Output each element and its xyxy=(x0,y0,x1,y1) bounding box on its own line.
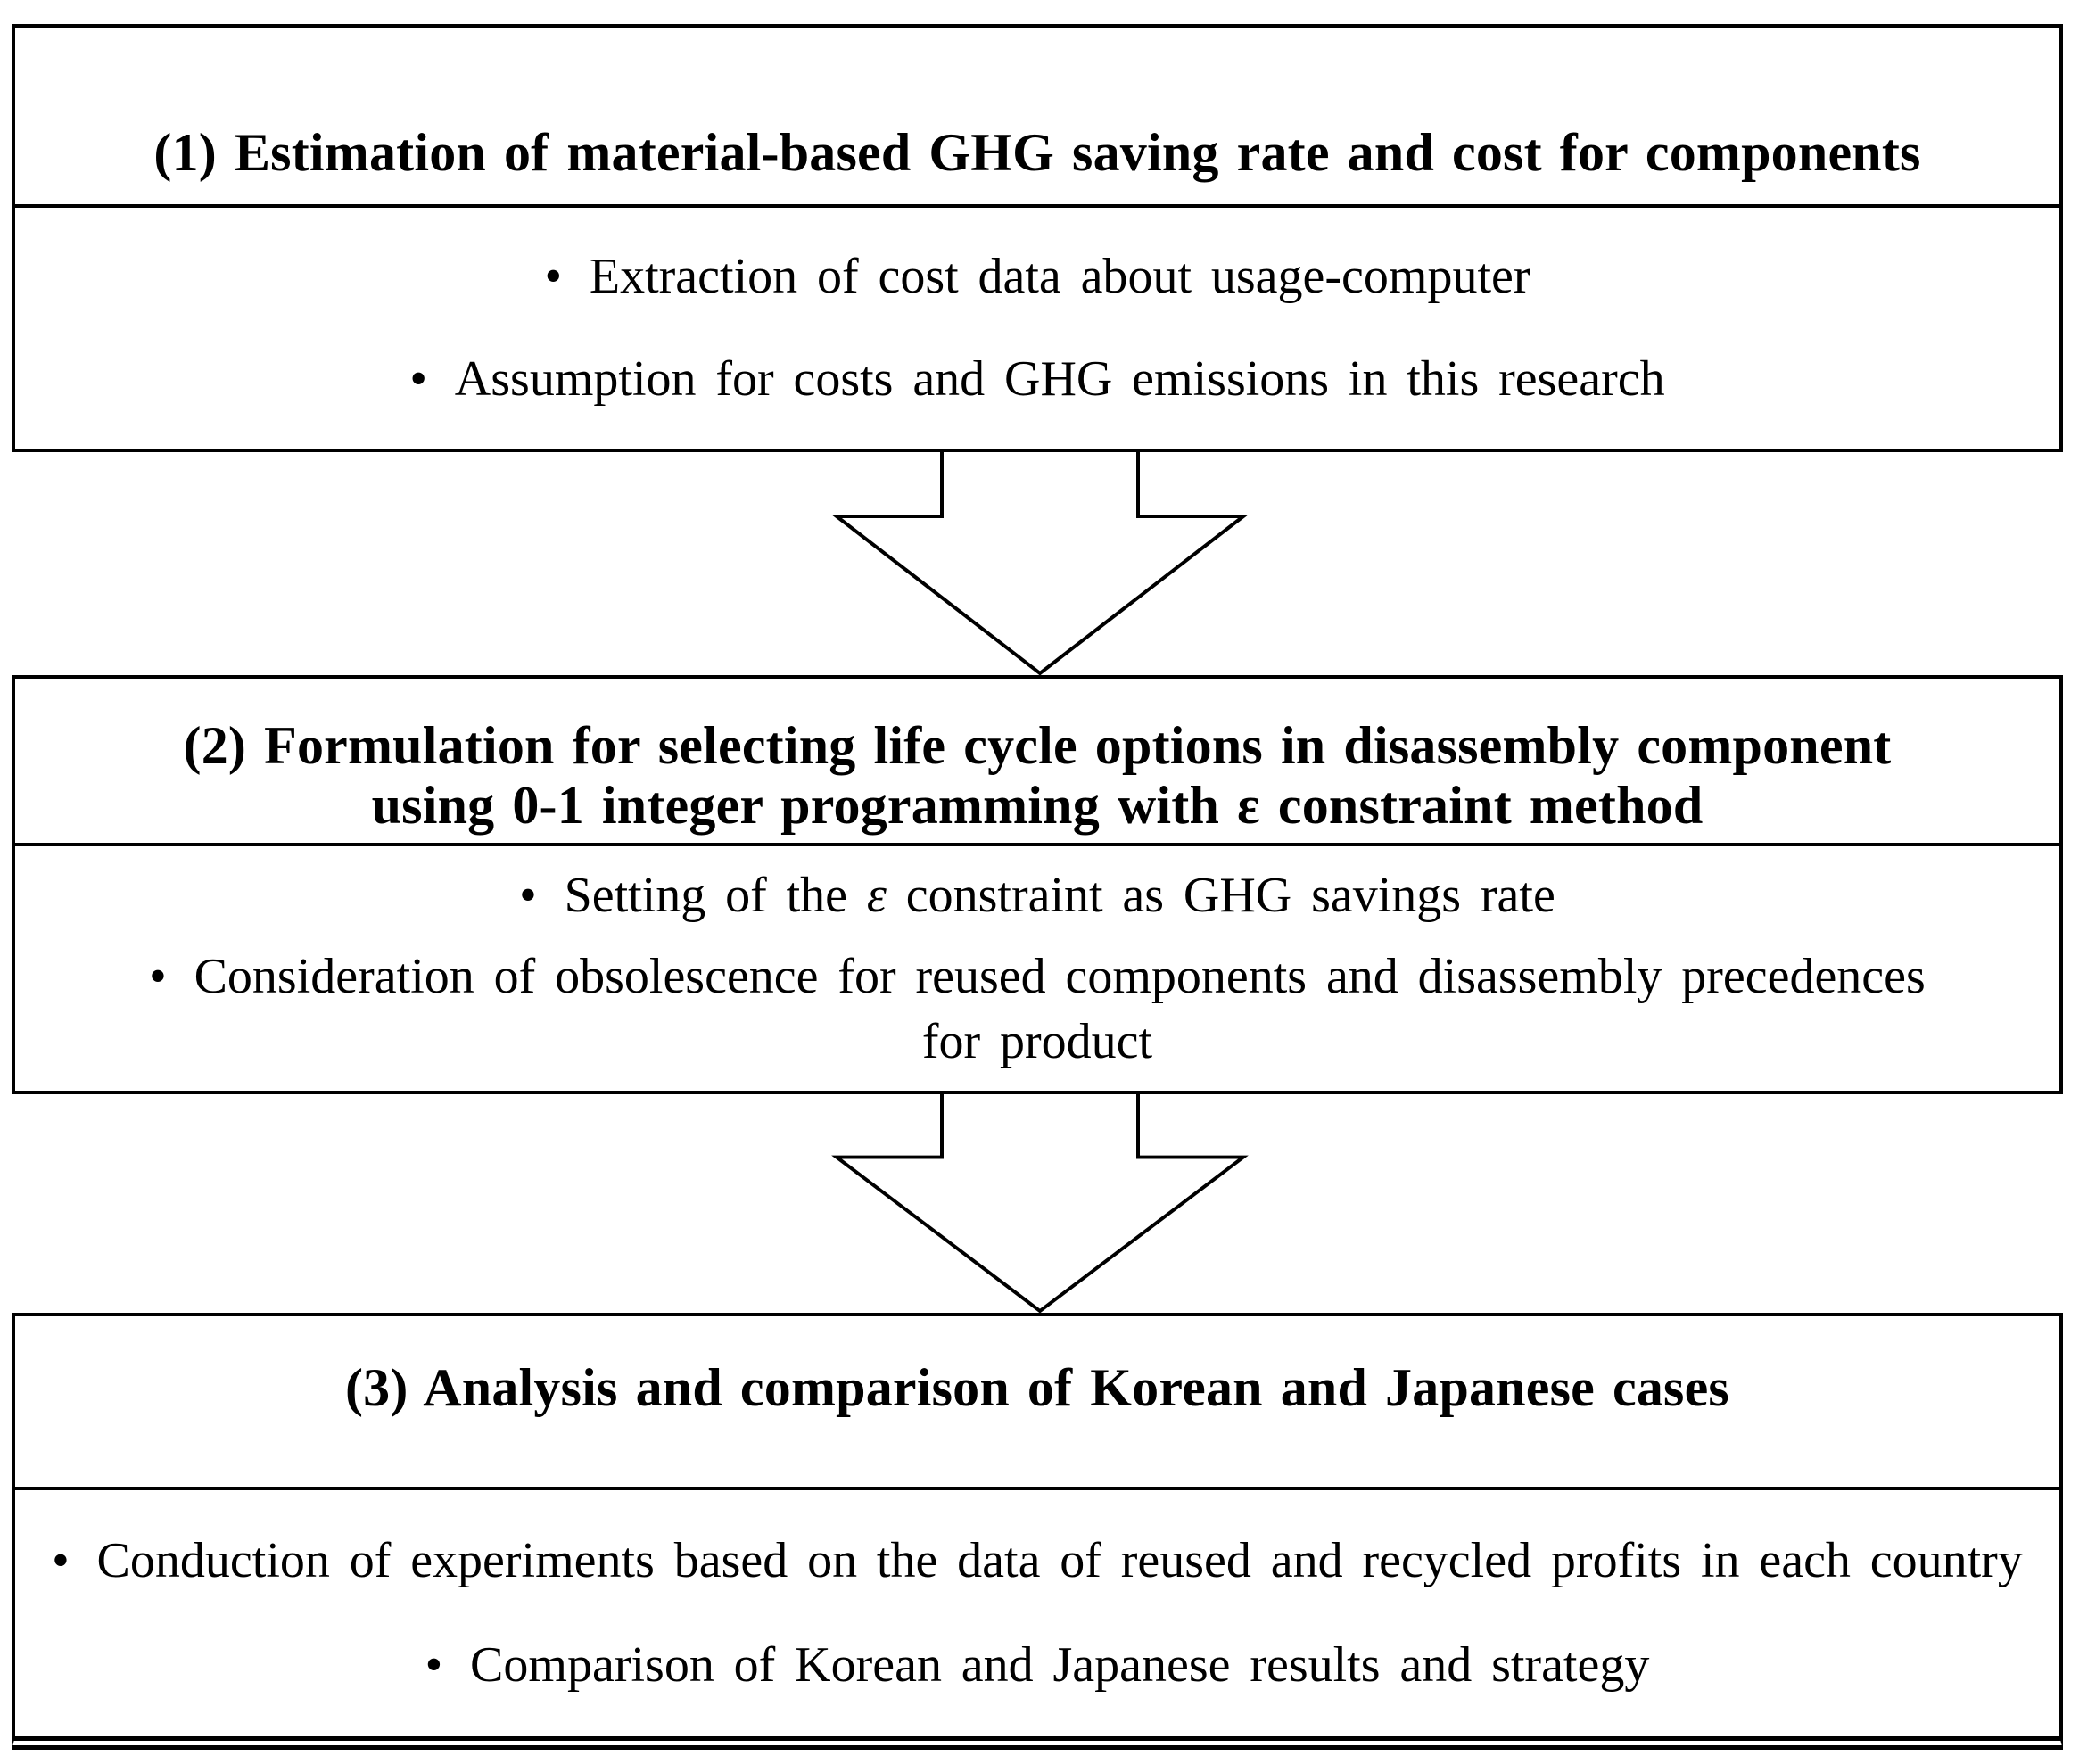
bullet-text: Consideration of obsolescence for reused components and disassembly precedences for product xyxy=(194,948,1926,1069)
epsilon-symbol: ε xyxy=(866,867,887,923)
step-2-box xyxy=(12,675,2063,1094)
list-item xyxy=(409,347,1664,412)
bullet-icon: • xyxy=(149,948,167,1004)
bullet-icon: • xyxy=(52,1533,70,1589)
down-arrow-shape xyxy=(837,1094,1243,1311)
bullet-text: Conduction of experiments based on the data of reused and recycled profits in each country xyxy=(96,1533,2023,1589)
step-2-title-row xyxy=(15,679,2059,846)
step-1-body xyxy=(15,208,2059,449)
step-2-title-line-1: (2) Formulation for selecting life cycle options in disassembly component xyxy=(183,715,1892,775)
step-2-body xyxy=(15,846,2059,1091)
step-3-box xyxy=(12,1313,2063,1750)
down-arrow-icon xyxy=(835,1094,1245,1313)
list-item xyxy=(425,1633,1650,1698)
list-item xyxy=(544,244,1530,309)
bullet-icon: • xyxy=(409,350,427,407)
step-1-box xyxy=(12,24,2063,452)
bullet-text-pre: Setting of the xyxy=(564,867,867,923)
flow-connector-2 xyxy=(0,1094,2079,1313)
bullet-text: Assumption for costs and GHG emissions in this research xyxy=(454,350,1665,407)
step-3-title: (3) Analysis and comparison of Korean and Japanese cases xyxy=(345,1357,1729,1417)
list-item xyxy=(519,863,1555,928)
step-1-title-row xyxy=(15,28,2059,208)
step-2-title-line-2: using 0-1 integer programming with ε constraint method xyxy=(371,775,1704,835)
bullet-text: Comparison of Korean and Japanese results and strategy xyxy=(470,1636,1650,1693)
list-item xyxy=(52,1529,2023,1594)
step-3-title-row xyxy=(15,1316,2059,1490)
step-1-title: (1) Estimation of material-based GHG saving rate and cost for components xyxy=(153,122,1921,182)
bullet-text: Extraction of cost data about usage-computer xyxy=(589,249,1530,305)
flow-connector-1 xyxy=(0,452,2079,675)
step-3-body xyxy=(15,1490,2059,1736)
bullet-icon: • xyxy=(519,867,537,923)
down-arrow-icon xyxy=(835,452,1245,675)
bullet-icon: • xyxy=(544,249,563,305)
bullet-icon: • xyxy=(425,1636,443,1693)
down-arrow-shape xyxy=(837,452,1243,673)
bullet-text-post: constraint as GHG savings rate xyxy=(886,867,1555,923)
list-item xyxy=(119,944,1956,1075)
